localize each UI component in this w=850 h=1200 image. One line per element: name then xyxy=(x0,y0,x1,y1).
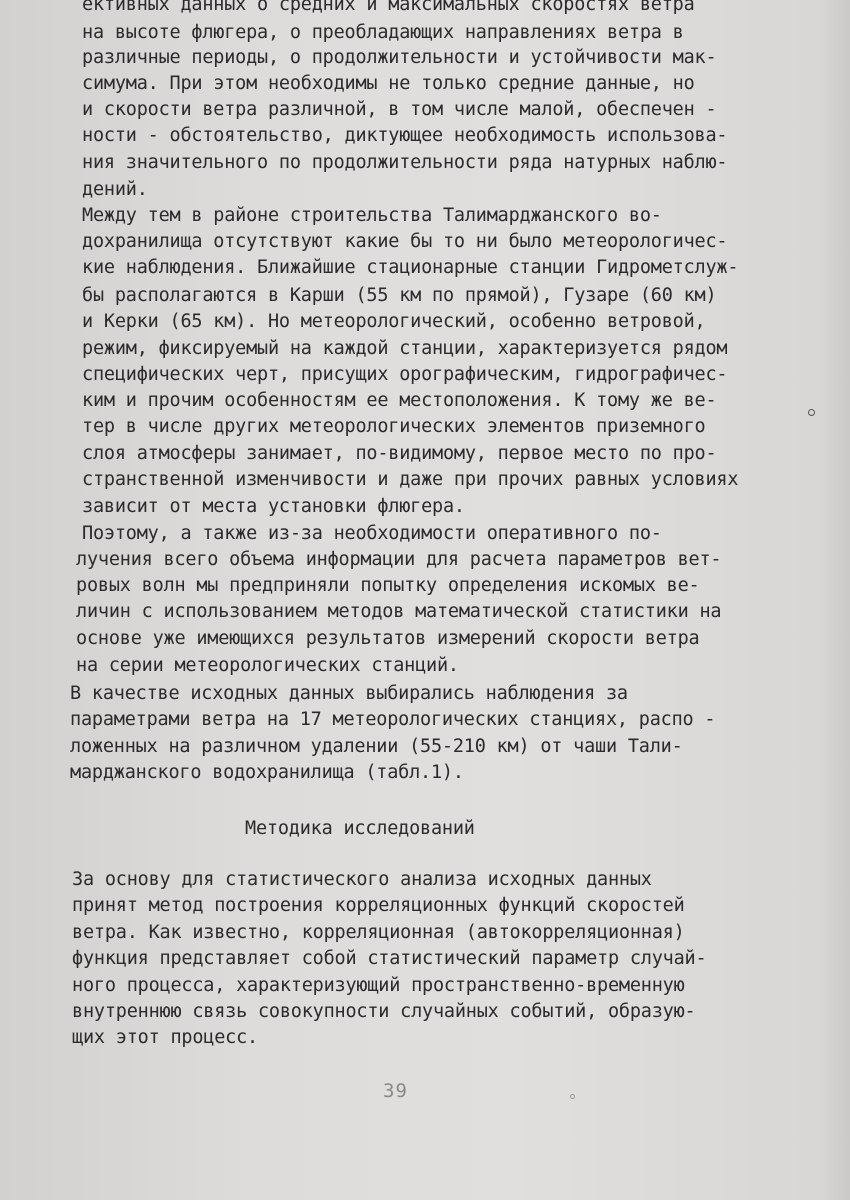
scan-speck xyxy=(808,409,815,416)
text-line: режим, фиксируемый на каждой станции, характеризуется рядом xyxy=(82,338,728,359)
text-line: ким и прочим особенностям ее местоположения. К тому же ве- xyxy=(82,390,717,411)
text-line: ного процесса, характеризующий пространственно-временную xyxy=(72,975,685,996)
text-line: Поэтому, а также из-за необходимости оперативного по- xyxy=(82,523,662,544)
scan-speck xyxy=(570,1094,575,1099)
text-line: В качестве исходных данных выбирались наблюдения за xyxy=(70,683,628,704)
text-line: дений. xyxy=(82,179,148,200)
text-line: За основу для статистического анализа исходных данных xyxy=(72,869,652,890)
text-line: дохранилища отсутствуют какие бы то ни было метеорологичес- xyxy=(82,231,728,252)
text-line: ветра. Как известно, корреляционная (автокорреляционная) xyxy=(72,922,685,943)
text-line: симума. При этом необходимы не только средние данные, но xyxy=(82,73,695,94)
text-line: внутреннюю связь совокупности случайных событий, образую- xyxy=(72,1001,696,1022)
text-line: щих этот процесс. xyxy=(72,1027,258,1048)
text-line: марджанского водохранилища (табл.1). xyxy=(70,762,464,783)
text-line: параметрами ветра на 17 метеорологических станциях, распо - xyxy=(70,709,716,730)
text-line: на высоте флюгера, о преобладающих направлениях ветра в xyxy=(82,22,684,43)
text-line: кие наблюдения. Ближайшие стационарные станции Гидрометслуж- xyxy=(82,257,739,278)
text-line: странственной изменчивости и даже при прочих равных условиях xyxy=(82,469,739,490)
text-line: на серии метеорологических станций. xyxy=(76,655,459,676)
page-number: 39 xyxy=(383,1080,408,1102)
text-line: личин с использованием методов математической статистики на xyxy=(76,601,722,622)
text-line: принят метод построения корреляционных функций скоростей xyxy=(72,895,685,916)
text-line: ности - обстоятельство, диктующее необходимость использова- xyxy=(82,125,728,146)
text-line: функция представляет собой статистический параметр случай- xyxy=(72,948,707,969)
text-line: слоя атмосферы занимает, по-видимому, первое место по про- xyxy=(82,443,717,464)
text-line: тер в числе других метеорологических элементов приземного xyxy=(82,416,706,437)
section-heading: Методика исследований xyxy=(245,818,475,839)
text-line: и скорости ветра различной, в том числе малой, обеспечен - xyxy=(82,99,717,120)
text-line: ложенных на различном удалении (55-210 км) от чаши Тали- xyxy=(70,736,683,757)
text-line: и Керки (65 км). Но метеорологический, особенно ветровой, xyxy=(82,311,706,332)
text-line: различные периоды, о продолжительности и устойчивости мак- xyxy=(82,47,717,68)
text-line: лучения всего объема информации для расчета параметров вет- xyxy=(76,549,722,570)
text-line: ния значительного по продолжительности ряда натурных наблю- xyxy=(82,152,728,173)
text-line: основе уже имеющихся результатов измерений скорости ветра xyxy=(76,628,700,649)
text-line: Между тем в районе строительства Талимарджанского во- xyxy=(82,205,662,226)
text-line: ровых волн мы предприняли попытку определения искомых ве- xyxy=(76,575,700,596)
text-line: ективных данных о средних и максимальных скоростях ветра xyxy=(82,0,695,15)
text-line: специфических черт, присущих орографическим, гидрографичес- xyxy=(82,364,728,385)
text-line: зависит от места установки флюгера. xyxy=(82,496,465,517)
text-line: бы располагаются в Карши (55 км по прямой), Гузаре (60 км) xyxy=(82,285,717,306)
